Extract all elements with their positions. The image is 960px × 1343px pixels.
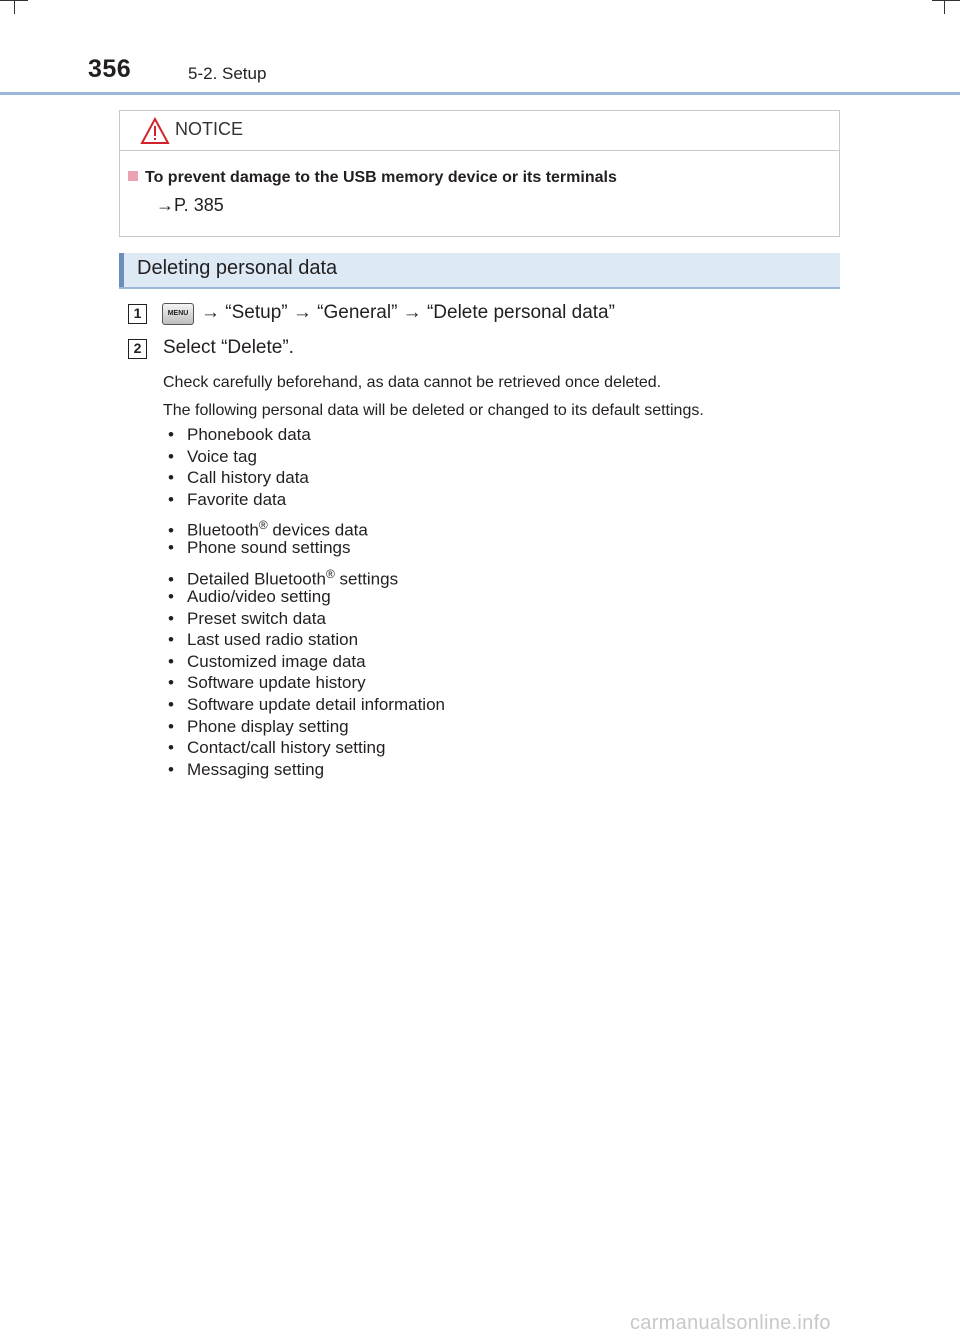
warning-triangle-icon	[140, 117, 170, 145]
list-item: • Contact/call history setting	[168, 738, 386, 758]
list-item: • Software update history	[168, 673, 366, 693]
square-bullet-icon	[128, 171, 138, 181]
personal-data-list	[168, 424, 445, 780]
list-item: • Phonebook data	[168, 425, 311, 444]
step-number-2: 2	[128, 339, 147, 359]
list-item: • Bluetooth® devices data	[168, 518, 368, 541]
notice-title: NOTICE	[175, 119, 244, 139]
crop-mark	[14, 0, 15, 14]
list-item: • Preset switch data	[168, 608, 326, 628]
crop-mark	[944, 0, 945, 14]
list-item: • Last used radio station	[168, 630, 359, 650]
header-rule	[0, 92, 960, 95]
list-item: • Voice tag	[168, 446, 257, 466]
watermark-text: carmanualsonline.info	[630, 1312, 831, 1334]
section-accent	[119, 253, 124, 287]
page-number: 356	[88, 55, 132, 83]
list-item: • Audio/video setting	[168, 586, 331, 606]
step-number-1: 1	[128, 304, 147, 324]
list-item: • Detailed Bluetooth® settings	[168, 566, 399, 589]
menu-button-icon: MENU	[162, 303, 194, 325]
list-intro-paragraph: The following personal data will be deleted or changed to its default settings.	[163, 402, 704, 419]
list-item: • Favorite data	[168, 489, 287, 509]
step-2-text: Select “Delete”.	[163, 337, 294, 358]
page-header	[88, 55, 960, 95]
list-item: • Phone display setting	[168, 716, 349, 736]
step-1-text: → “Setup” → “General” → “Delete personal data”	[201, 302, 615, 323]
crop-mark	[932, 0, 960, 1]
section-heading-bar	[119, 253, 840, 289]
list-item: • Software update detail information	[168, 694, 445, 714]
page-reference-link[interactable]: →P. 385	[156, 195, 224, 215]
list-item: • Messaging setting	[168, 759, 325, 779]
notice-header	[120, 111, 839, 151]
notice-item	[128, 169, 617, 187]
notice-item-text: To prevent damage to the USB memory device or its terminals	[145, 169, 617, 186]
notice-box	[119, 110, 840, 237]
crop-mark	[0, 0, 28, 1]
list-item: • Customized image data	[168, 651, 366, 671]
list-item: • Call history data	[168, 468, 309, 488]
caution-paragraph: Check carefully beforehand, as data cannot be retrieved once deleted.	[163, 374, 662, 391]
section-heading: Deleting personal data	[137, 257, 338, 279]
list-item: • Phone sound settings	[168, 538, 351, 558]
section-title: 5-2. Setup	[188, 64, 267, 83]
